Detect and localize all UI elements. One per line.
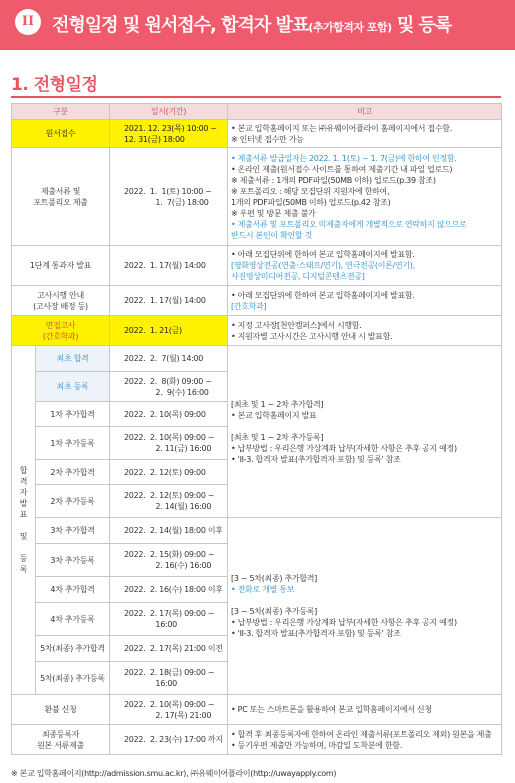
- note-line: • 본교 입학홈페이지 또는 ㈜유웨이어플라이 홈페이지에서 접수함.: [231, 123, 452, 133]
- note-line: ※ 제출서류 : 1개의 PDF파일(50MB 이하) 업로드(p.39 참조): [231, 175, 436, 185]
- row-date: 2022. 2. 17(목) 09:00 ~ 16:00: [110, 603, 228, 636]
- note-line: [3 ~ 5차(최종) 추가합격]: [231, 574, 318, 583]
- row-notes: [228, 725, 502, 755]
- row-label: 3차 추가등록: [36, 544, 110, 577]
- row-date: 2022. 1. 1(토) 10:00 ~ 1. 7(금) 18:00: [110, 148, 228, 246]
- table-row: [12, 286, 502, 316]
- row-date: 2022. 1. 17(월) 14:00: [110, 286, 228, 316]
- row-label: 환불 신청: [12, 695, 110, 725]
- table-row: [12, 695, 502, 725]
- row-label: 2차 추가합격: [36, 460, 110, 485]
- note-line: • 지원자별 고사시간은 고사시행 안내 시 발표함.: [231, 331, 393, 341]
- note-line: • 제출서류 발급일자는 2022. 1. 1(토) ~ 1. 7(금)에 한하여 인정함.: [231, 153, 457, 163]
- row-label: 최초 합격: [36, 346, 110, 372]
- row-notes: [228, 120, 502, 148]
- row-notes: [228, 286, 502, 316]
- note-line: • 전화로 개별 통보: [231, 585, 295, 594]
- row-date: 2022. 2. 16(수) 18:00 이후: [110, 577, 228, 603]
- note-line: • 등기우편 제출만 가능하며, 마감일 도착분에 한함.: [231, 740, 402, 750]
- note-line: • 아래 모집단위에 한하여 본교 입학홈페이지에 발표함.: [231, 290, 415, 300]
- row-notes: [228, 246, 502, 286]
- row-label: 2차 추가등록: [36, 485, 110, 518]
- row-date: 2022. 2. 10(목) 09:00: [110, 402, 228, 427]
- table-row: [12, 725, 502, 755]
- row-label: 원서접수: [12, 120, 110, 148]
- note-line: 반드시 본인이 확인할 것: [231, 230, 313, 240]
- announce-notes-2: [228, 518, 502, 695]
- note-line: • 합격 후 최종등록자에 한하여 온라인 제출서류(포트폴리오 제외) 원본을 제출: [231, 729, 492, 739]
- row-label: 4차 추가합격: [36, 577, 110, 603]
- row-label: 5차(최종) 추가등록: [36, 662, 110, 695]
- table-row: [12, 316, 502, 346]
- note-line: • PC 또는 스마트폰을 활용하여 본교 입학홈페이지에서 신청: [231, 705, 432, 714]
- chapter-title: [52, 11, 451, 37]
- table-row: [12, 148, 502, 246]
- row-date: 2022. 2. 23(수) 17:00 까지: [110, 725, 228, 755]
- row-notes: [228, 316, 502, 346]
- chapter-title-end: 및 등록: [391, 15, 452, 36]
- row-date: 2022. 2. 10(목) 09:00 ~ 2. 11(금) 16:00: [110, 427, 228, 460]
- table-row: [12, 246, 502, 286]
- announce-notes-1: [228, 346, 502, 518]
- header-notes: 비고: [228, 104, 502, 120]
- row-label: 4차 추가등록: [36, 603, 110, 636]
- note-line: 1개의 PDF파일(50MB 이하) 업로드(p.42 참조): [231, 197, 391, 207]
- row-label: 최종등록자 원본 서류제출: [12, 725, 110, 755]
- announce-side-label: 합 격 자 발 표 및 등 록: [12, 346, 36, 695]
- note-line: • 온라인 제출(원서접수 사이트를 통하여 제출기간 내 파일 업로드): [231, 164, 453, 174]
- note-line: • 아래 모집단위에 한하여 본교 입학홈페이지에 발표함.: [231, 250, 415, 259]
- note-line: ※ 인터넷 접수만 가능: [231, 134, 304, 144]
- header-category: 구분: [12, 104, 110, 120]
- row-date: 2022. 2. 10(목) 09:00 ~ 2. 17(목) 21:00: [110, 695, 228, 725]
- section-divider: [11, 96, 501, 98]
- footnote: ※ 본교 입학홈페이지(http://admission.smu.ac.kr), ㈜유웨이어플라이(http://uwayapply.com): [11, 769, 337, 778]
- row-date: 2022. 2. 12(토) 09:00 ~ 2. 14(월) 16:00: [110, 485, 228, 518]
- note-line: [3 ~ 5차(최종) 추가등록]: [231, 607, 318, 616]
- row-date: 2022. 2. 12(토) 09:00: [110, 460, 228, 485]
- note-line: • 'II-3. 합격자 발표(추가합격자 포함) 및 등록' 참조: [231, 629, 401, 638]
- row-date: 2022. 1. 17(월) 14:00: [110, 246, 228, 286]
- row-date: 2022. 2. 7(월) 14:00: [110, 346, 228, 372]
- row-label: 최초 등록: [36, 372, 110, 402]
- row-label: 3차 추가합격: [36, 518, 110, 544]
- note-line: 사진영상미디어전공, 디지털콘텐츠전공]: [231, 272, 365, 281]
- section-title: 1. 전형일정: [11, 75, 98, 95]
- note-line: • 지정 고사장[천안캠퍼스]에서 시행함.: [231, 320, 362, 330]
- note-line: [231, 421, 498, 432]
- note-line: [간호학과]: [231, 301, 267, 311]
- row-date: 2021. 12. 23(목) 10:00 ~ 12. 31(금) 18:00: [110, 120, 228, 148]
- chapter-title-small: (추가합격자 포함): [308, 21, 392, 34]
- note-line: ※ 포트폴리오 : 해당 모집단위 지원자에 한하여,: [231, 186, 390, 196]
- table-header-row: [12, 104, 502, 120]
- row-date: 2022. 1. 21(금): [110, 316, 228, 346]
- row-label: 고사시행 안내 (고사장 배정 등): [12, 286, 110, 316]
- note-line: ※ 우편 및 방문 제출 불가: [231, 208, 316, 218]
- row-label: 5차(최종) 추가합격: [36, 636, 110, 662]
- row-notes: [228, 695, 502, 725]
- note-line: • 납부방법 : 우리은행 가상계좌 납부(자세한 사항은 추후 공지 예정): [231, 443, 457, 453]
- schedule-table: [11, 103, 502, 755]
- note-line: • 본교 입학홈페이지 발표: [231, 410, 317, 420]
- note-line: • 제출서류 및 포트폴리오 미제출자에게 개별적으로 연락하지 않으므로: [231, 219, 467, 229]
- row-date: 2022. 2. 15(화) 09:00 ~ 2. 16(수) 16:00: [110, 544, 228, 577]
- row-label: 면접고사 (간호학과): [12, 316, 110, 346]
- note-line: [231, 595, 498, 606]
- note-line: [최초 및 1 ~ 2차 추가등록]: [231, 432, 324, 442]
- row-date: 2022. 2. 14(월) 18:00 이후: [110, 518, 228, 544]
- row-label: 1차 추가등록: [36, 427, 110, 460]
- table-row: [12, 518, 502, 544]
- note-line: [최초 및 1 ~ 2차 추가합격]: [231, 399, 324, 409]
- table-row: [12, 346, 502, 372]
- header-date: 일시(기간): [110, 104, 228, 120]
- row-date: 2022. 2. 8(화) 09:00 ~ 2. 9(수) 16:00: [110, 372, 228, 402]
- row-label: 1단계 통과자 발표: [12, 246, 110, 286]
- note-line: • 'II-3. 합격자 발표(추가합격자 포함) 및 등록' 참조: [231, 454, 401, 464]
- row-date: 2022. 2. 17(목) 21:00 이전: [110, 636, 228, 662]
- chapter-title-main: 전형일정 및 원서접수, 합격자 발표: [52, 15, 309, 36]
- table-row: [12, 120, 502, 148]
- row-date: 2022. 2. 18(금) 09:00 ~ 16:00: [110, 662, 228, 695]
- row-label: 1차 추가합격: [36, 402, 110, 427]
- note-line: [영화영상전공(연출·스태프/연기), 연극전공(이론/연기),: [231, 261, 415, 270]
- row-label: 제출서류 및 포트폴리오 제출: [12, 148, 110, 246]
- row-notes: [228, 148, 502, 246]
- chapter-banner: [0, 0, 515, 50]
- chapter-badge: II: [15, 9, 41, 35]
- note-line: • 납부방법 : 우리은행 가상계좌 납부(자세한 사항은 추후 공지 예정): [231, 618, 457, 627]
